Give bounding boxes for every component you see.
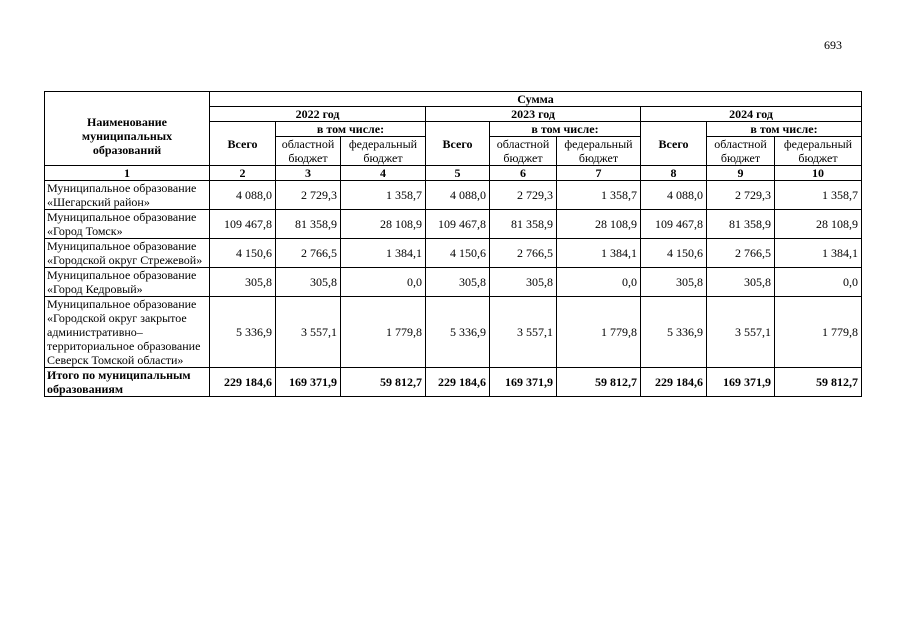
amount-cell: 4 088,0 [426, 181, 490, 210]
amount-cell: 1 779,8 [775, 297, 862, 368]
amount-cell: 3 557,1 [276, 297, 341, 368]
amount-cell: 4 150,6 [426, 239, 490, 268]
amount-cell: 169 371,9 [276, 368, 341, 397]
amount-cell: 28 108,9 [341, 210, 426, 239]
table-row [45, 181, 862, 210]
regional-header-2024: областной бюджет [707, 137, 775, 166]
column-number: 2 [210, 166, 276, 181]
amount-cell: 109 467,8 [641, 210, 707, 239]
amount-cell: 59 812,7 [341, 368, 426, 397]
amount-cell: 305,8 [276, 268, 341, 297]
total-row [45, 368, 862, 397]
amount-cell: 169 371,9 [707, 368, 775, 397]
total-header-2024: Всего [641, 122, 707, 166]
amount-cell: 5 336,9 [426, 297, 490, 368]
table-row [45, 210, 862, 239]
amount-cell: 305,8 [426, 268, 490, 297]
column-number: 4 [341, 166, 426, 181]
regional-header-2022: областной бюджет [276, 137, 341, 166]
municipality-name: Муниципальное образование «Город Кедровый» [45, 268, 210, 297]
table-row [45, 297, 862, 368]
year-header-2024: 2024 год [641, 107, 862, 122]
amount-cell: 5 336,9 [210, 297, 276, 368]
amount-cell: 169 371,9 [490, 368, 557, 397]
amount-cell: 5 336,9 [641, 297, 707, 368]
total-header-2023: Всего [426, 122, 490, 166]
amount-cell: 305,8 [490, 268, 557, 297]
municipality-name: Муниципальное образование «Город Томск» [45, 210, 210, 239]
amount-cell: 3 557,1 [707, 297, 775, 368]
amount-cell: 1 358,7 [341, 181, 426, 210]
total-header-2022: Всего [210, 122, 276, 166]
amount-cell: 229 184,6 [426, 368, 490, 397]
federal-header-2024: федеральный бюджет [775, 137, 862, 166]
column-number: 1 [45, 166, 210, 181]
table-body [45, 181, 862, 397]
amount-cell: 81 358,9 [707, 210, 775, 239]
regional-header-2023: областной бюджет [490, 137, 557, 166]
amount-cell: 305,8 [210, 268, 276, 297]
year-header-2022: 2022 год [210, 107, 426, 122]
column-number: 6 [490, 166, 557, 181]
amount-cell: 2 766,5 [707, 239, 775, 268]
column-number: 5 [426, 166, 490, 181]
amount-cell: 2 729,3 [490, 181, 557, 210]
municipality-name: Муниципальное образование «Городской округ Стрежевой» [45, 239, 210, 268]
column-number: 10 [775, 166, 862, 181]
amount-cell: 2 766,5 [490, 239, 557, 268]
amount-cell: 2 766,5 [276, 239, 341, 268]
including-header-2023: в том числе: [490, 122, 641, 137]
amount-cell: 81 358,9 [490, 210, 557, 239]
column-number: 8 [641, 166, 707, 181]
amount-cell: 109 467,8 [210, 210, 276, 239]
amount-cell: 1 779,8 [341, 297, 426, 368]
amount-cell: 4 150,6 [641, 239, 707, 268]
page-number: 693 [824, 38, 842, 52]
amount-cell: 1 384,1 [557, 239, 641, 268]
amount-cell: 4 088,0 [210, 181, 276, 210]
table-row [45, 268, 862, 297]
amount-cell: 1 384,1 [341, 239, 426, 268]
column-number: 7 [557, 166, 641, 181]
amount-cell: 0,0 [341, 268, 426, 297]
amount-cell: 1 358,7 [775, 181, 862, 210]
amount-cell: 4 088,0 [641, 181, 707, 210]
amount-cell: 0,0 [557, 268, 641, 297]
name-column-header: Наименование муниципальных образований [45, 92, 210, 166]
amount-cell: 109 467,8 [426, 210, 490, 239]
amount-cell: 4 150,6 [210, 239, 276, 268]
budget-table [44, 91, 862, 397]
amount-cell: 305,8 [641, 268, 707, 297]
including-header-2024: в том числе: [707, 122, 862, 137]
amount-cell: 1 779,8 [557, 297, 641, 368]
amount-cell: 1 384,1 [775, 239, 862, 268]
amount-cell: 28 108,9 [557, 210, 641, 239]
amount-cell: 0,0 [775, 268, 862, 297]
amount-cell: 2 729,3 [276, 181, 341, 210]
amount-cell: 3 557,1 [490, 297, 557, 368]
table-row [45, 239, 862, 268]
federal-header-2023: федеральный бюджет [557, 137, 641, 166]
municipality-name: Муниципальное образование «Городской округ закрытое административно–территориальное образование Северск Томской области» [45, 297, 210, 368]
sum-header: Сумма [210, 92, 862, 107]
amount-cell: 229 184,6 [641, 368, 707, 397]
column-number: 3 [276, 166, 341, 181]
total-label: Итого по муниципальным образованиям [45, 368, 210, 397]
amount-cell: 305,8 [707, 268, 775, 297]
year-header-2023: 2023 год [426, 107, 641, 122]
amount-cell: 59 812,7 [557, 368, 641, 397]
amount-cell: 59 812,7 [775, 368, 862, 397]
federal-header-2022: федеральный бюджет [341, 137, 426, 166]
amount-cell: 229 184,6 [210, 368, 276, 397]
column-number-row [45, 166, 862, 181]
amount-cell: 1 358,7 [557, 181, 641, 210]
column-number: 9 [707, 166, 775, 181]
including-header-2022: в том числе: [276, 122, 426, 137]
amount-cell: 2 729,3 [707, 181, 775, 210]
municipality-name: Муниципальное образование «Шегарский район» [45, 181, 210, 210]
amount-cell: 28 108,9 [775, 210, 862, 239]
amount-cell: 81 358,9 [276, 210, 341, 239]
